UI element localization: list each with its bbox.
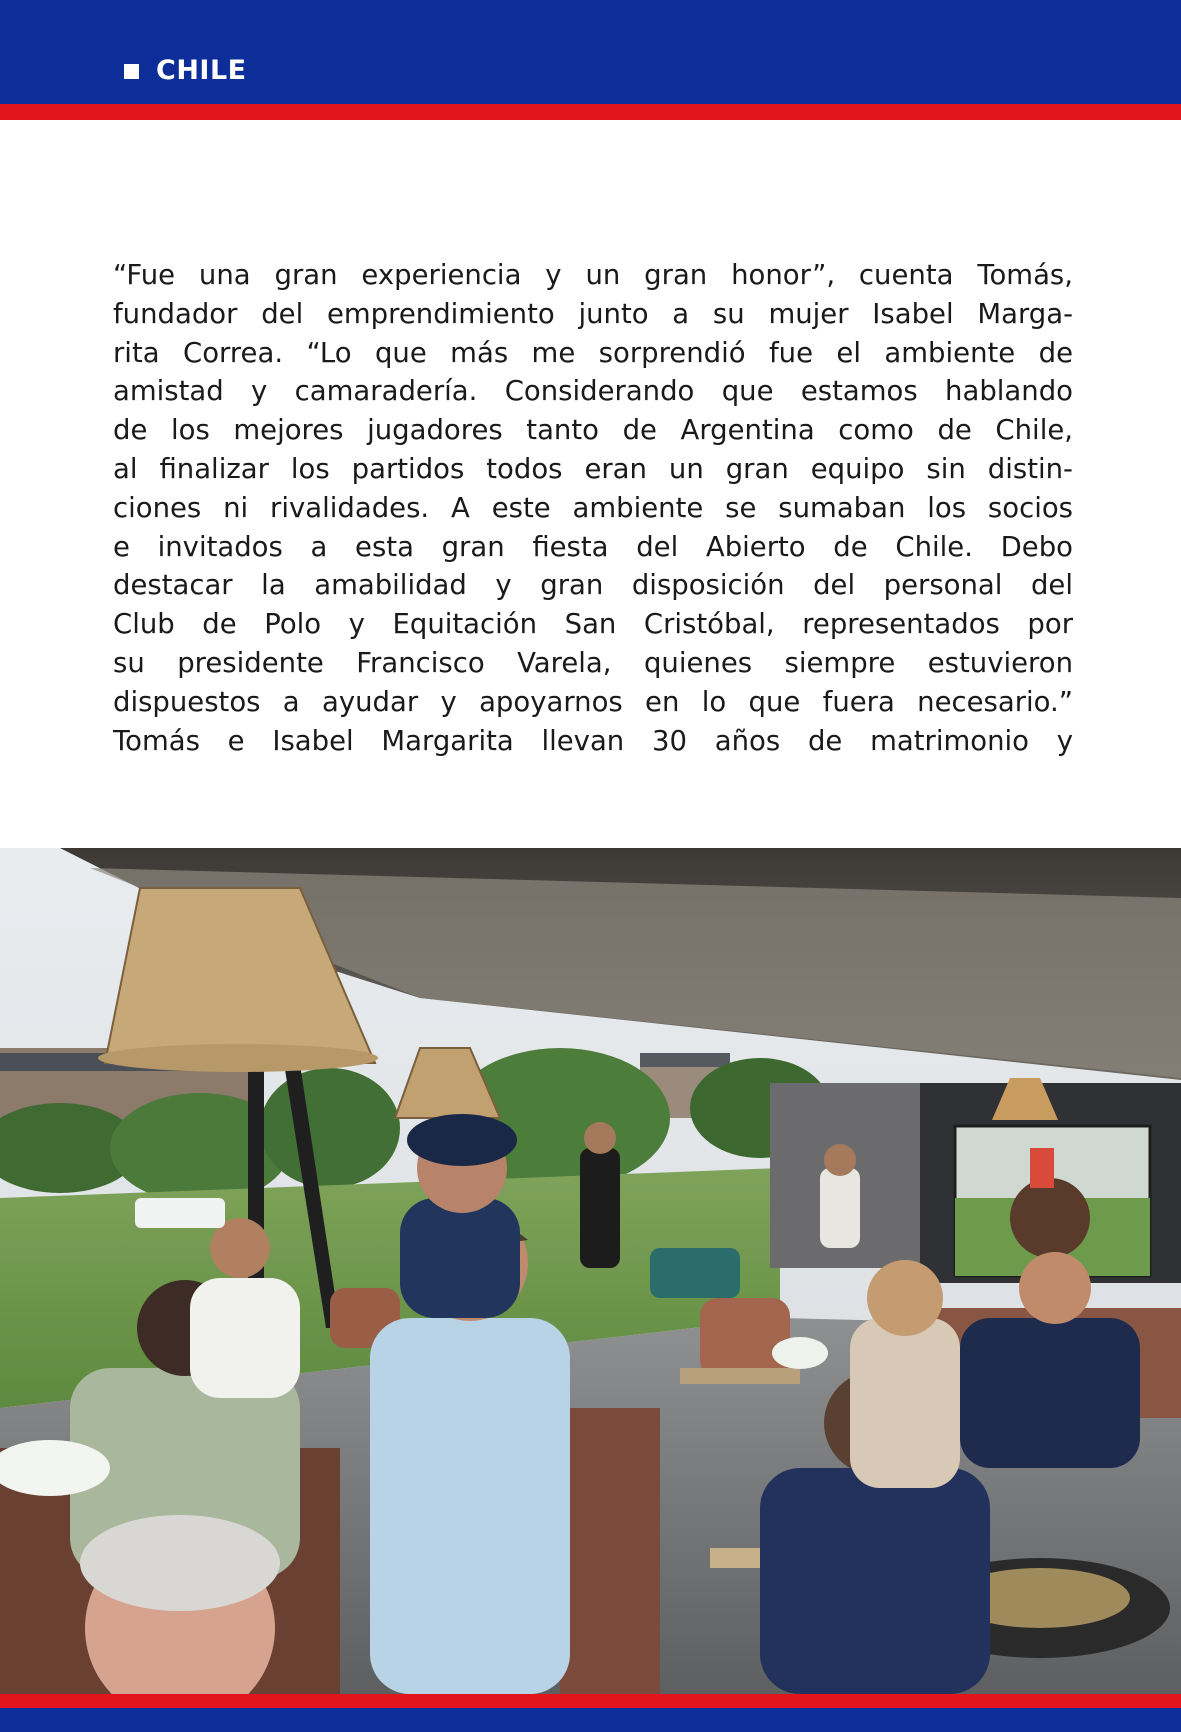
square-icon xyxy=(124,64,139,79)
footer-stripe xyxy=(0,1694,1181,1708)
article-line: dispuestos a ayudar y apoyarnos en lo que fuera necesario.” xyxy=(113,685,1073,718)
section-title: CHILE xyxy=(156,55,247,86)
article-line: Club de Polo y Equitación San Cristóbal, representados por xyxy=(113,608,1073,641)
article-line: e invitados a esta gran fiesta del Abierto de Chile. Debo xyxy=(113,530,1073,563)
article-line: al finalizar los partidos todos eran un gran equipo sin distin- xyxy=(113,452,1073,485)
article-line: “Fue una gran experiencia y un gran honor”, cuenta Tomás, xyxy=(113,259,1073,291)
header-stripe xyxy=(0,104,1181,120)
article-line: de los mejores jugadores tanto de Argentina como de Chile, xyxy=(113,414,1073,447)
article-line: su presidente Francisco Varela, quienes siempre estuvieron xyxy=(113,646,1073,679)
header-bar xyxy=(0,0,1181,104)
section-label xyxy=(124,54,247,88)
article-line: destacar la amabilidad y gran disposición del personal del xyxy=(113,569,1073,602)
article-line: Tomás e Isabel Margarita llevan 30 años de matrimonio y xyxy=(113,724,1073,757)
article-body xyxy=(113,256,1073,760)
article-line: rita Correa. “Lo que más me sorprendió fue el ambiente de xyxy=(113,336,1073,369)
event-lounge-photo xyxy=(0,848,1181,1694)
footer-bar xyxy=(0,1708,1181,1732)
article-line: ciones ni rivalidades. A este ambiente se sumaban los socios xyxy=(113,491,1073,524)
article-line: fundador del emprendimiento junto a su mujer Isabel Marga- xyxy=(113,297,1073,330)
article-line: amistad y camaradería. Considerando que estamos hablando xyxy=(113,375,1073,408)
